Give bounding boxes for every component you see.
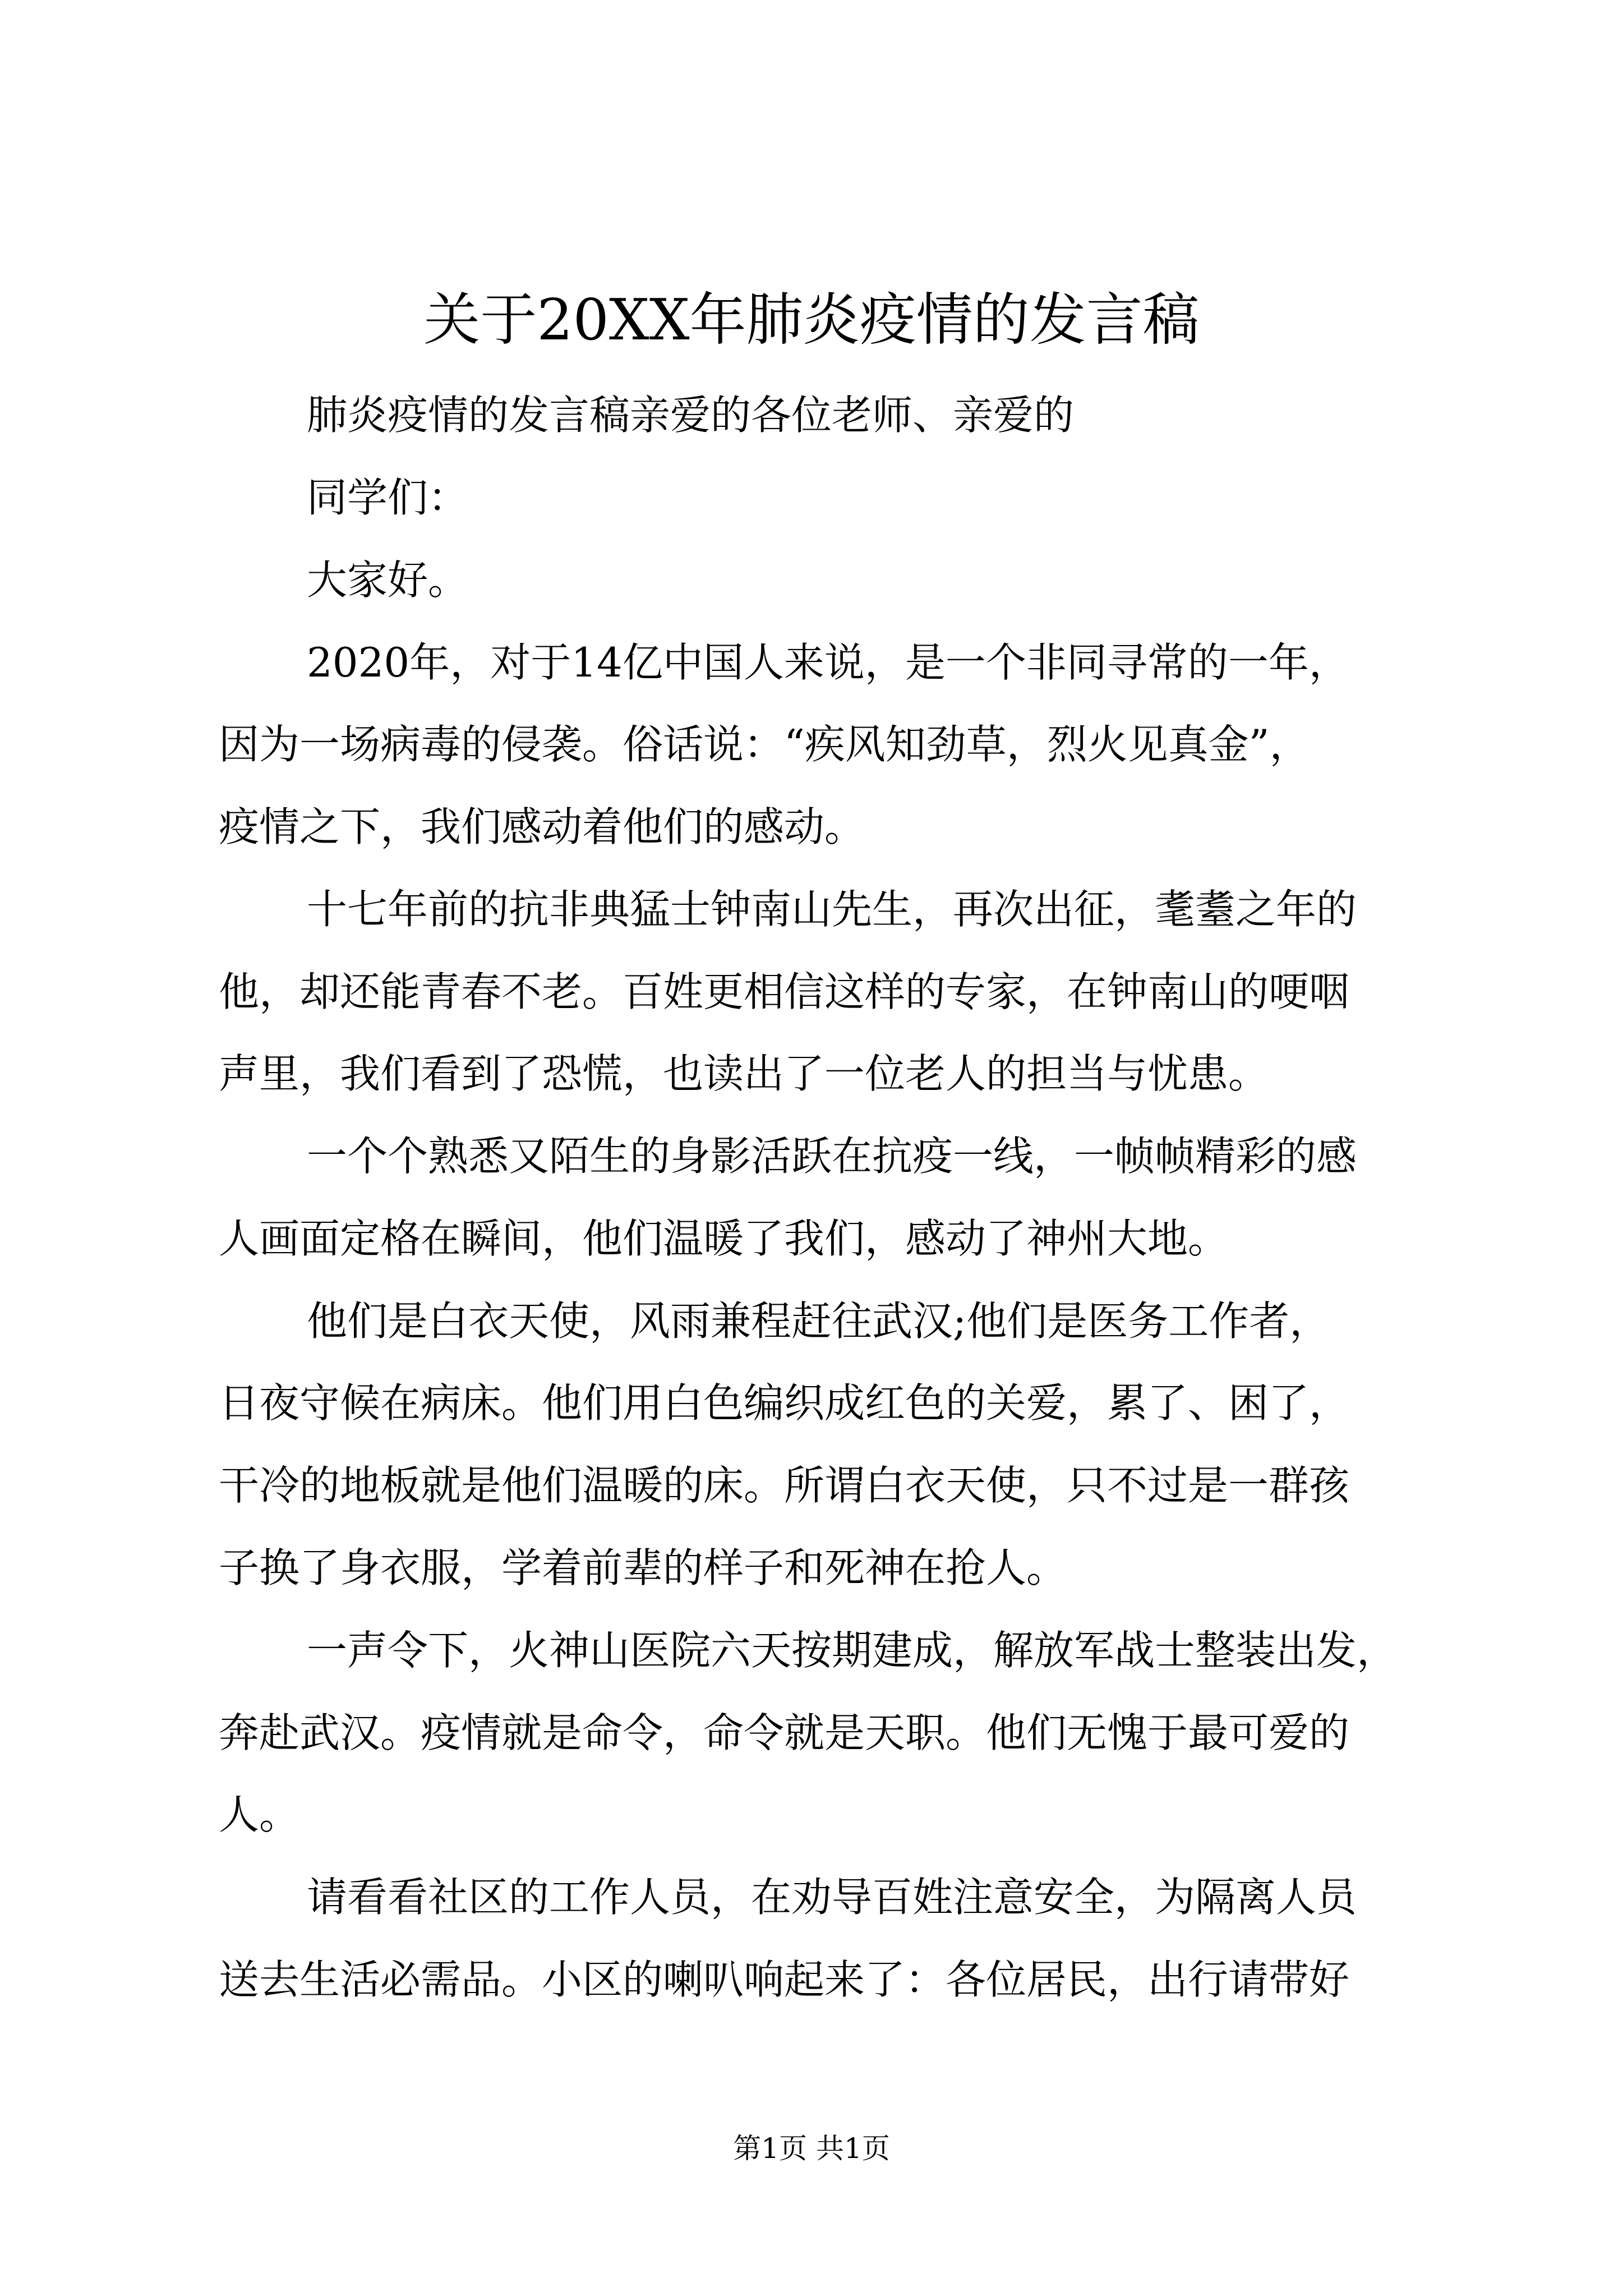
page-number-footer: 第1页 共1页 xyxy=(733,2132,890,2165)
body-line-15: 子换了身衣服，学着前辈的样子和死神在抢人。 xyxy=(219,1544,1067,1591)
body-line-20: 送去生活必需品。小区的喇叭响起来了：各位居民，出行请带好 xyxy=(219,1956,1350,2003)
body-line-17: 奔赴武汉。疫情就是命令，命令就是天职。他们无愧于最可爱的 xyxy=(219,1709,1350,1756)
body-line-16: 一声令下，火神山医院六天按期建成，解放军战士整装出发， xyxy=(307,1627,1398,1674)
body-line-11: 人画面定格在瞬间，他们温暖了我们，感动了神州大地。 xyxy=(219,1215,1229,1262)
body-line-1: 肺炎疫情的发言稿亲爱的各位老师、亲爱的 xyxy=(307,392,1075,439)
document-title: 关于20XX年肺炎疫情的发言稿 xyxy=(423,287,1200,353)
body-line-9: 声里，我们看到了恐慌，也读出了一位老人的担当与忧患。 xyxy=(219,1050,1269,1097)
body-line-14: 干冷的地板就是他们温暖的床。所谓白衣天使，只不过是一群孩 xyxy=(219,1462,1350,1509)
body-line-18: 人。 xyxy=(219,1791,300,1838)
body-line-10: 一个个熟悉又陌生的身影活跃在抗疫一线，一帧帧精彩的感 xyxy=(307,1133,1357,1180)
body-line-12: 他们是白衣天使，风雨兼程赶往武汉;他们是医务工作者， xyxy=(307,1297,1330,1345)
body-line-19: 请看看社区的工作人员，在劝导百姓注意安全，为隔离人员 xyxy=(307,1874,1357,1921)
body-line-5: 因为一场病毒的侵袭。俗话说：“疾风知劲草，烈火见真金”， xyxy=(219,721,1310,768)
body-line-7: 十七年前的抗非典猛士钟南山先生，再次出征，耄耋之年的 xyxy=(307,886,1357,933)
body-line-4: 2020年，对于14亿中国人来说，是一个非同寻常的一年， xyxy=(307,639,1349,686)
body-line-13: 日夜守候在病床。他们用白色编织成红色的关爱，累了、困了， xyxy=(219,1379,1350,1427)
body-line-6: 疫情之下，我们感动着他们的感动。 xyxy=(219,803,865,850)
body-line-2: 同学们： xyxy=(307,474,469,521)
body-line-3: 大家好。 xyxy=(307,556,469,604)
body-line-8: 他，却还能青春不老。百姓更相信这样的专家，在钟南山的哽咽 xyxy=(219,968,1350,1015)
